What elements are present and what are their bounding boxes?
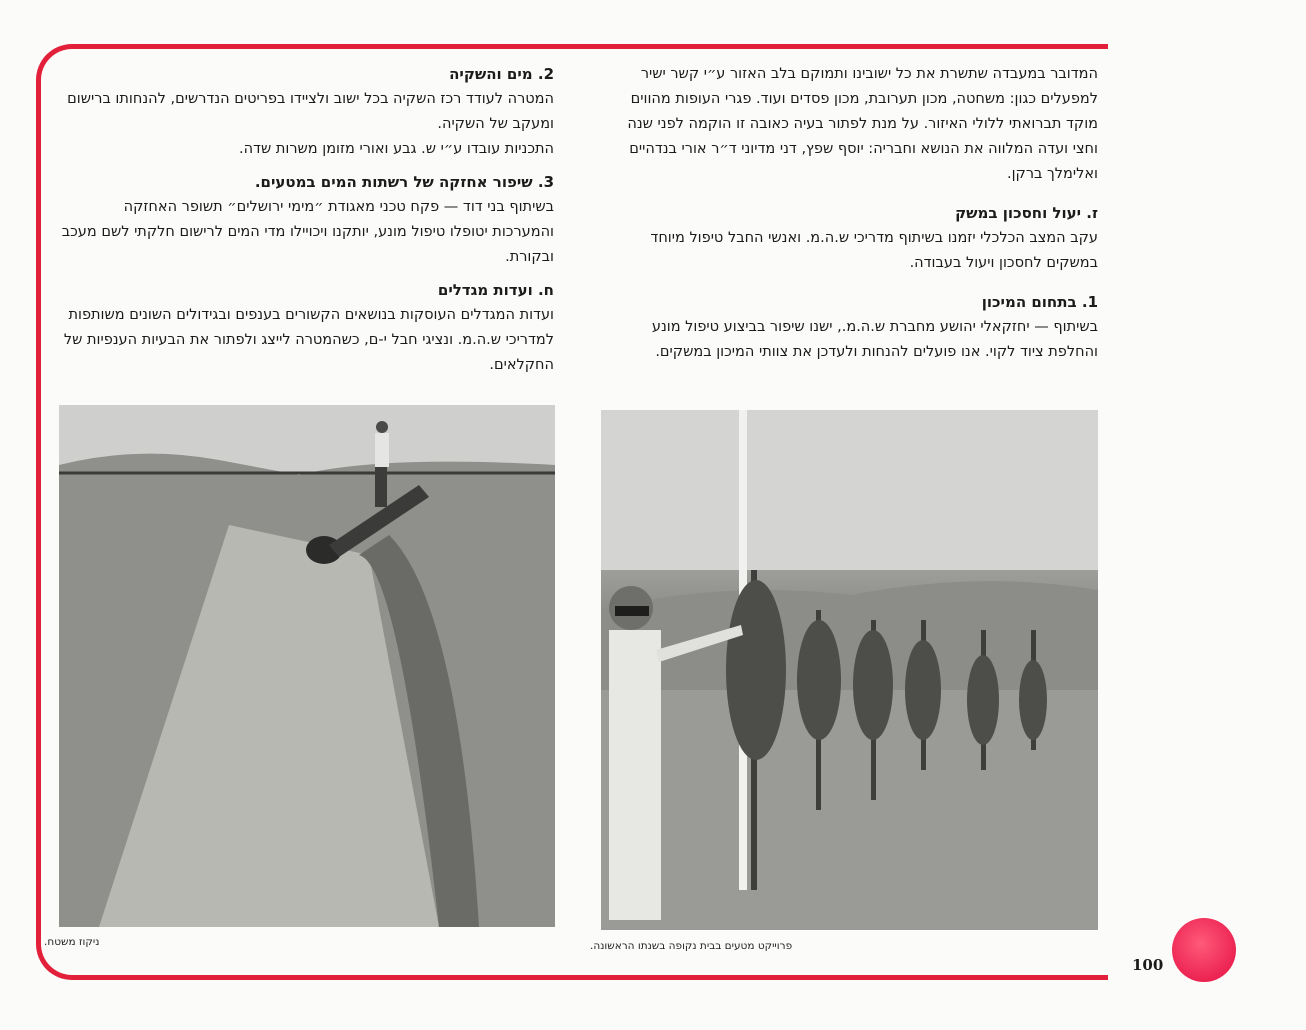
kkl-logo [1172, 918, 1236, 982]
right-text-column [604, 62, 1098, 365]
sub3-text: בשיתוף בני דוד — פקח טכני מאגודת ״מימי ירושלים״ תשופר האחזקה והמערכות יטופלו טיפול מונע, יותקנו ויכויילו מדי המים לרישום חלקתי לשם מעכב ובקורת. [61, 199, 554, 265]
left-text-column [60, 62, 554, 378]
orchard-caption: פרוייקט מטעים בבית נקופה בשנתו הראשונה. [590, 940, 793, 952]
sub2-text-1: המטרה לעודד רכז השקיה בכל ישוב ולציידו בפריטים הנדרשים, להנחותו ברישום ומעקב של השקיה. [67, 91, 554, 132]
section-z-text: עקב המצב הכלכלי יזמנו בשיתוף מדריכי ש.ה.מ. ואנשי החבל טיפול מיוחד במשקים לחסכון ויעול בעבודה. [650, 230, 1098, 271]
intro-paragraph: המדובר במעבדה שתשרת את כל ישובינו ותמוקם בלב האזור ע״י קשר ישיר למפעלים כגון: משחטה, מכון תערובת, מכון פסדים ועוד. פגרי העופות מהווים מוקד תברואתי ללולי האיזור. על מנת לפתור בעיה כאובה זו הוקמה לפני שנה וחצי ועדה המלווה את הנושא וחבריה: יוסף שפץ, דני מדיוני ד״ר אורי בנדהיים ואלימלך ברקן. [627, 66, 1098, 182]
section-z-heading: ז. יעול וחסכון במשק [955, 204, 1098, 222]
section-h-heading: ח. ועדות מגדלים [437, 281, 554, 299]
drainage-photo [59, 405, 555, 927]
orchard-photo [601, 410, 1098, 930]
page-number: 100 [1132, 956, 1164, 974]
orchard-illustration [601, 410, 1098, 930]
drainage-illustration [59, 405, 555, 927]
drainage-caption: ניקוז משטח. [44, 936, 100, 948]
section-h-text: ועדות המגדלים העוסקות בנושאים הקשורים בענפים ובגידולים השונים משותפות למדריכי ש.ה.מ. ונציגי חבל י-ם, כשהמטרה לייצג ולפתור את הבעיות הענפיות של החקלאים. [63, 307, 554, 373]
sub1-heading: 1. בתחום המיכון [981, 293, 1098, 311]
sub2-text-2: התכניות עובדו ע״י ש. גבע ואורי מזומן משרות שדה. [238, 141, 554, 157]
sub1-text: בשיתוף — יחזקאלי יהושע מחברת ש.ה.מ., ישנו שיפור בביצוע טיפול מונע והחלפת ציוד לקוי. אנו פועלים להנחות ולעדכן את צוותי המיכון במשקים. [651, 319, 1098, 360]
sub2-heading: 2. מים והשקיה [449, 65, 554, 83]
sub3-heading: 3. שיפור אחזקה של רשתות המים במטעים. [254, 173, 554, 191]
